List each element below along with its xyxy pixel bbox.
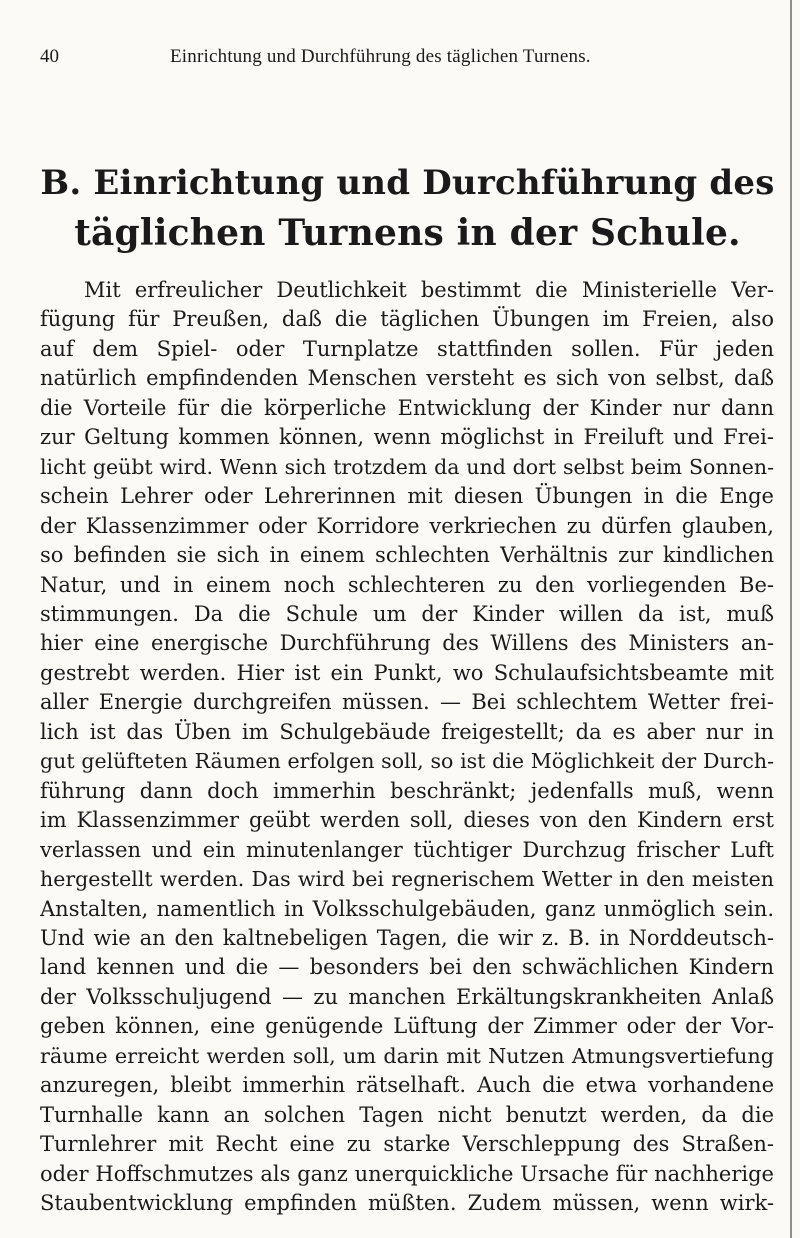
text-line: so befinden sie sich in einem schlechten Verhältnis zur kindlichen bbox=[40, 543, 774, 568]
running-head bbox=[40, 46, 720, 76]
text-line: hier eine energische Durchführung des Willens des Ministers an- bbox=[40, 631, 774, 656]
text-line: oder Hoffschmutzes als ganz unerquickliche Ursache für nachherige bbox=[40, 1161, 774, 1186]
running-title: Einrichtung und Durchführung des täglichen Turnens. bbox=[170, 46, 591, 67]
text-line: lich ist das Üben im Schulgebäude freigestellt; da es aber nur in bbox=[40, 719, 774, 744]
text-line: auf dem Spiel- oder Turnplatze stattfinden sollen. Für jeden bbox=[40, 336, 774, 361]
text-line: im Klassenzimmer geübt werden soll, dieses von den Kindern erst bbox=[40, 808, 774, 833]
text-line: die Vorteile für die körperliche Entwicklung der Kinder nur dann bbox=[40, 395, 774, 420]
text-line: Mit erfreulicher Deutlichkeit bestimmt die Ministerielle Ver- bbox=[84, 278, 774, 302]
text-line: der Klassenzimmer oder Korridore verkriechen zu dürfen glauben, bbox=[40, 513, 774, 538]
text-line: Turnlehrer mit Recht eine zu starke Verschleppung des Straßen- bbox=[40, 1132, 774, 1157]
text-line: stimmungen. Da die Schule um der Kinder willen da ist, muß bbox=[40, 601, 774, 626]
text-line: Und wie an den kaltnebeligen Tagen, die wir z. B. in Norddeutsch- bbox=[40, 925, 774, 950]
text-line: licht geübt wird. Wenn sich trotzdem da und dort selbst beim Sonnen- bbox=[40, 454, 774, 479]
text-line: Anstalten, namentlich in Volksschulgebäuden, ganz unmöglich sein. bbox=[40, 896, 774, 921]
text-line: Natur, und in einem noch schlechteren zu den vorliegenden Be- bbox=[40, 572, 774, 597]
text-line: gestrebt werden. Hier ist ein Punkt, wo Schulaufsichtsbeamte mit bbox=[40, 660, 774, 685]
text-line: natürlich empfindenden Menschen versteht es sich von selbst, daß bbox=[40, 366, 774, 391]
text-line: schein Lehrer oder Lehrerinnen mit diesen Übungen in die Enge bbox=[40, 484, 774, 509]
text-line: Turnhalle kann an solchen Tagen nicht benutzt werden, da die bbox=[40, 1102, 774, 1127]
text-line: führung dann doch immerhin beschränkt; jedenfalls muß, wenn bbox=[40, 778, 774, 803]
text-line: geben können, eine genügende Lüftung der Zimmer oder der Vor- bbox=[40, 1014, 774, 1039]
page-edge-shadow bbox=[790, 0, 792, 1238]
text-line: zur Geltung kommen können, wenn möglichst in Freiluft und Frei- bbox=[40, 425, 774, 450]
text-line: verlassen und ein minutenlanger tüchtiger Durchzug frischer Luft bbox=[40, 837, 774, 862]
text-line: land kennen und die — besonders bei den schwächlichen Kindern bbox=[40, 955, 774, 980]
section-heading-line-1: B. Einrichtung und Durchführung des bbox=[40, 163, 775, 203]
text-line: räume erreicht werden soll, um darin mit Nutzen Atmungsvertiefung bbox=[40, 1043, 774, 1068]
section-heading bbox=[40, 158, 775, 258]
body-paragraph bbox=[40, 276, 774, 1219]
page-number: 40 bbox=[40, 46, 59, 67]
text-line: Staubentwicklung empfinden müßten. Zudem müssen, wenn wirk- bbox=[40, 1191, 774, 1216]
text-line: aller Energie durchgreifen müssen. — Bei schlechtem Wetter frei- bbox=[40, 690, 774, 715]
text-line: der Volksschuljugend — zu manchen Erkältungskrankheiten Anlaß bbox=[40, 984, 774, 1009]
text-line: anzuregen, bleibt immerhin rätselhaft. Auch die etwa vorhandene bbox=[40, 1073, 774, 1098]
text-line: gut gelüfteten Räumen erfolgen soll, so ist die Möglichkeit der Durch- bbox=[40, 749, 774, 774]
text-line: hergestellt werden. Das wird bei regnerischem Wetter in den meisten bbox=[40, 867, 774, 892]
section-heading-line-2: täglichen Turnens in der Schule. bbox=[74, 212, 741, 254]
text-line: fügung für Preußen, daß die täglichen Übungen im Freien, also bbox=[40, 307, 774, 332]
